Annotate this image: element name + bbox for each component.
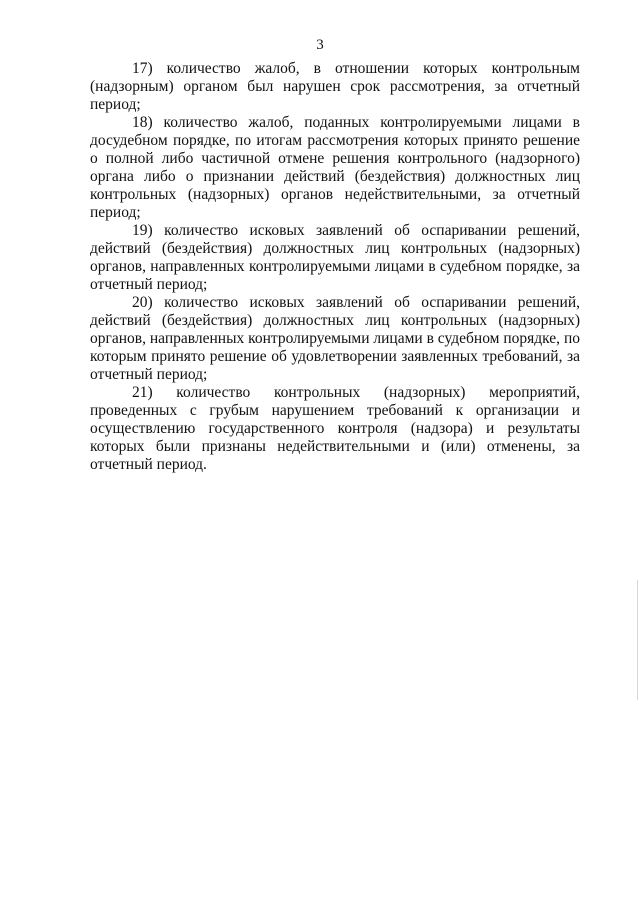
list-item-17: 17) количество жалоб, в отношении которых контрольным (надзорным) органом был нарушен срок рассмотрения, за отчетный период;	[90, 60, 580, 113]
document-body	[90, 60, 580, 474]
list-item-18: 18) количество жалоб, поданных контролируемыми лицами в досудебном порядке, по итогам рассмотрения которых принято решение о полной либо частичной отмене решения контрольного (надзорного) органа либо о признании действий (бездействия) должностных лиц контрольных (надзорных) органов недействительными, за отчетный период;	[90, 114, 580, 221]
scan-edge-mark	[637, 580, 638, 700]
list-item-19: 19) количество исковых заявлений об оспаривании решений, действий (бездействия) должностных лиц контрольных (надзорных) органов, направленных контролируемыми лицами в судебном порядке, за отчетный период;	[90, 222, 580, 293]
list-item-21: 21) количество контрольных (надзорных) мероприятий, проведенных с грубым нарушением требований к организации и осуществлению государственного контроля (надзора) и результаты которых были признаны недействительными и (или) отменены, за отчетный период.	[90, 384, 580, 473]
page-number: 3	[316, 37, 324, 53]
list-item-20: 20) количество исковых заявлений об оспаривании решений, действий (бездействия) должностных лиц контрольных (надзорных) органов, направленных контролируемыми лицами в судебном порядке, по которым принято решение об удовлетворении заявленных требований, за отчетный период;	[90, 294, 580, 383]
